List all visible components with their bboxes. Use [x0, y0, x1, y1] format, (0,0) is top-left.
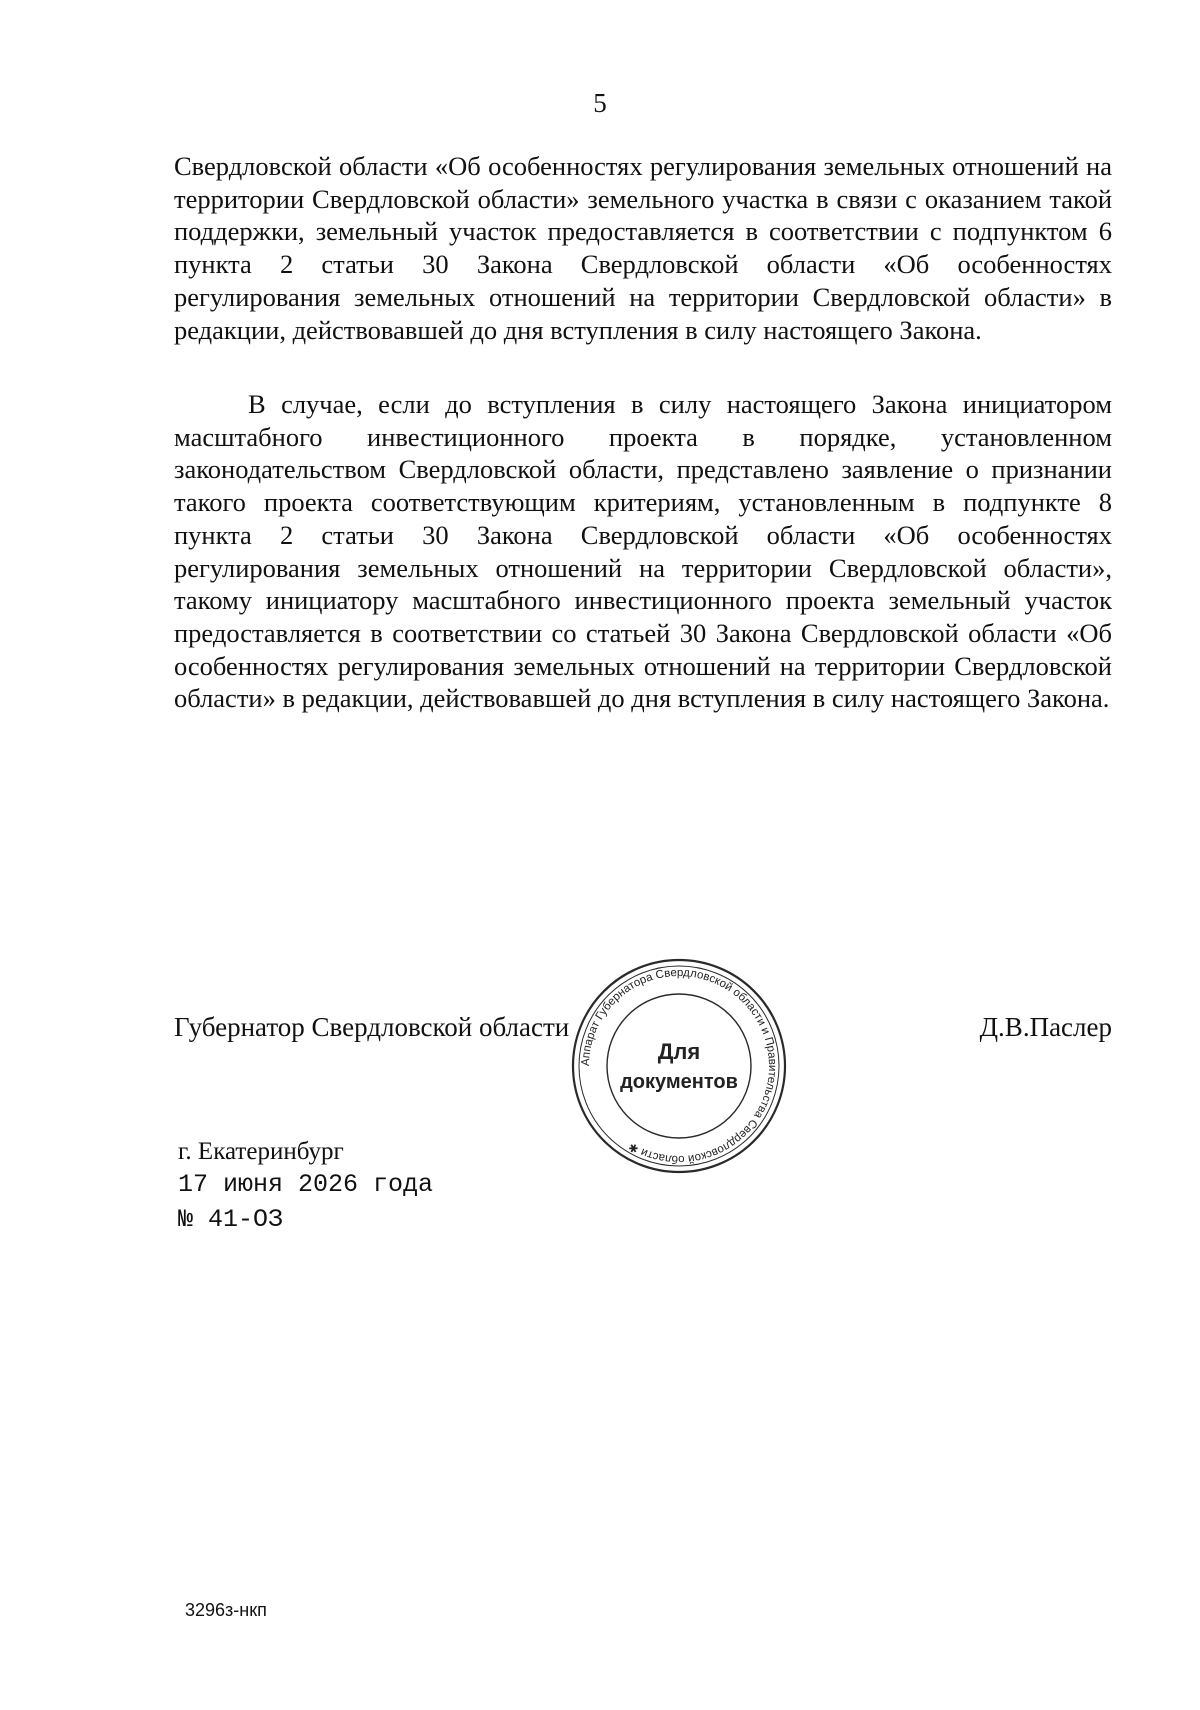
signing-date: 17 июня 2026 года: [178, 1170, 434, 1199]
paragraph-continuation: Свердловской области «Об особенностях регулирования земельных отношений на территории Свердловской области» земельного участка в связи с оказанием такой поддержки, земельный участок предоставляется в соответствии с подпунктом 6 пункта 2 статьи 30 Закона Свердловской области «Об особенностях регулирования земельных отношений на территории Свердловской области» в редакции, действовавшей до дня вступления в силу настоящего Закона.: [174, 151, 1112, 345]
official-stamp: [568, 955, 790, 1177]
paragraph-transitional-provision: В случае, если до вступления в силу настоящего Закона инициатором масштабного инвестиционного проекта в порядке, установленном законодательством Свердловской области, представлено заявление о признании такого проекта соответствующим критериям, установленным в подпункте 8 пункта 2 статьи 30 Закона Свердловской области «Об особенностях регулирования земельных отношений на территории Свердловской области», такому инициатору масштабного инвестиционного проекта земельный участок предоставляется в соответствии со статьей 30 Закона Свердловской области «Об особенностях регулирования земельных отношений на территории Свердловской области» в редакции, действовавшей до дня вступления в силу настоящего Закона.: [174, 389, 1112, 714]
place-of-signing: г. Екатеринбург: [178, 1138, 344, 1165]
stamp-center-line1: Для: [657, 1039, 701, 1064]
governor-title: Губернатор Свердловской области: [174, 1012, 570, 1042]
stamp-ring-text: Аппарат Губернатора Свердловской области и Правительства Свердловской области ✱: [579, 966, 779, 1166]
footer-code: 3296з-нкп: [185, 1600, 267, 1620]
stamp-center-line2: документов: [620, 1071, 738, 1093]
page-number: 5: [593, 88, 607, 118]
law-number: № 41-ОЗ: [178, 1205, 284, 1234]
governor-name: Д.В.Паслер: [979, 1012, 1112, 1042]
